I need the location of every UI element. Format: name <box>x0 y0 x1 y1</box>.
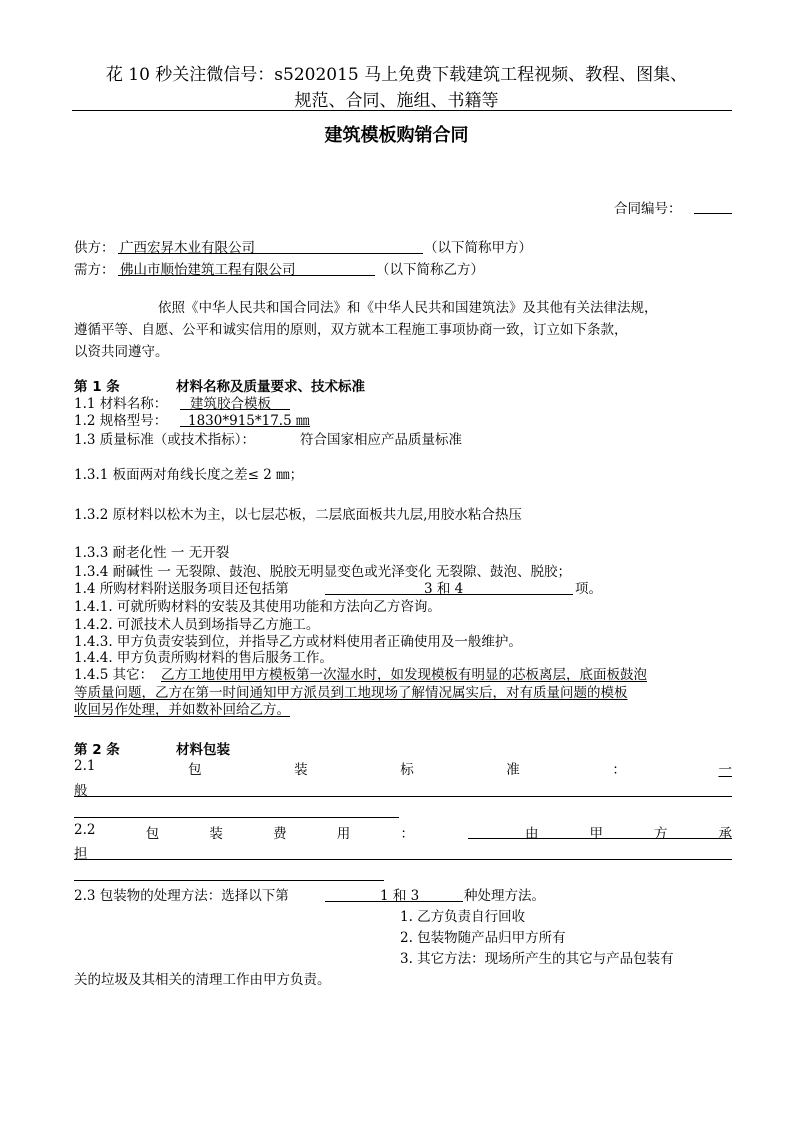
article-1-heading: 材料名称及质量要求、技术标准 <box>176 379 365 395</box>
packaging-fee-underline-2 <box>74 859 732 860</box>
packaging-fee-char: 装 <box>209 826 223 842</box>
handling-option-3: 3. 其它方法：现场所产生的其它与产品包装有 <box>400 951 674 967</box>
supplier-name: 广西宏昇木业有限公司 <box>120 240 255 256</box>
supplier-underline <box>118 253 423 254</box>
packaging-fee-prefix: 2.2 <box>74 822 96 838</box>
packaging-fee-char: 费 <box>273 826 287 842</box>
contract-number-label: 合同编号： <box>614 201 682 217</box>
item-1-4-5-line-2: 等质量问题，乙方在第一时间通知甲方派员到工地现场了解情况属实后，对有质量问题的模板 <box>74 685 628 701</box>
item-1-4-4: 1.4.4. 甲方负责所购材料的售后服务工作。 <box>74 650 333 666</box>
packaging-fee-value-char: 甲 <box>589 826 603 842</box>
packaging-standard-row <box>74 758 732 778</box>
packaging-standard-value-wrap: 般 <box>74 783 88 799</box>
buyer-note: （以下简称乙方） <box>376 262 484 278</box>
quality-label: 1.3 质量标准（或技术指标）： <box>74 432 256 448</box>
packaging-fee-char: ： <box>400 826 414 842</box>
handling-option-3-wrap: 关的垃圾及其相关的清理工作由甲方负责。 <box>74 972 331 988</box>
packaging-handling-value: 1 和 3 <box>380 888 420 904</box>
item-1-4-5-line-1: 乙方工地使用甲方模板第一次湿水时，如发现模板有明显的芯板离层，底面板鼓泡 <box>161 667 647 683</box>
packaging-handling-suffix: 种处理方法。 <box>464 888 545 904</box>
packaging-fee-char: 用 <box>336 826 351 842</box>
packaging-fee-row <box>74 822 414 842</box>
item-1-4-2: 1.4.2. 可派技术人员到场指导乙方施工。 <box>74 617 320 633</box>
item-1-3-4: 1.3.4 耐碱性 一 无裂隙、鼓泡、脱胶无明显变色或光泽变化 无裂隙、鼓泡、脱胶； <box>74 564 572 580</box>
packaging-standard-char: 包 <box>188 762 202 778</box>
supplier-note: （以下简称甲方） <box>424 240 532 256</box>
buyer-label: 需方： <box>74 262 115 278</box>
supplier-label: 供方： <box>74 240 115 256</box>
spec-label: 1.2 规格型号： <box>74 413 168 429</box>
preamble-line-1: 依照《中华人民共和国合同法》和《中华人民共和国建筑法》及其他有关法律法规， <box>158 300 658 316</box>
item-1-4-3: 1.4.3. 甲方负责安装到位，并指导乙方或材料使用者正确使用及一般维护。 <box>74 634 522 650</box>
material-name-label: 1.1 材料名称： <box>74 396 168 412</box>
packaging-fee-value-char: 方 <box>654 826 668 842</box>
packaging-standard-underline-2 <box>74 817 399 818</box>
item-1-4-5-line-3: 收回另作处理，并如数补回给乙方。 <box>74 702 290 718</box>
document-title: 建筑模板购销合同 <box>324 125 469 146</box>
item-1-3-2: 1.3.2 原材料以松木为主，以七层芯板，二层底面板共九层,用胶水粘合热压 <box>74 507 522 523</box>
packaging-fee-value-row <box>525 822 732 842</box>
quality-value: 符合国家相应产品质量标准 <box>300 432 462 448</box>
packaging-fee-value-wrap: 担 <box>74 846 88 862</box>
buyer-name: 佛山市顺怡建筑工程有限公司 <box>120 262 296 278</box>
item-1-4-1: 1.4.1. 可就所购材料的安装及其使用功能和方法向乙方咨询。 <box>74 599 441 615</box>
packaging-handling-underline <box>325 901 463 902</box>
header-line-2: 规范、合同、施组、书籍等 <box>294 91 499 111</box>
header-divider <box>72 110 732 111</box>
item-1-3-3: 1.3.3 耐老化性 一 无开裂 <box>74 545 230 561</box>
item-1-3-1: 1.3.1 板面两对角线长度之差≤ 2 ㎜； <box>74 467 304 483</box>
packaging-fee-underline-3 <box>74 880 384 881</box>
packaging-fee-value-char: 承 <box>718 826 732 842</box>
handling-option-2: 2. 包装物随产品归甲方所有 <box>400 930 566 946</box>
packaging-standard-char: 准 <box>506 762 520 778</box>
packaging-fee-underline <box>468 838 732 839</box>
spec-underline <box>180 426 310 427</box>
contract-number-blank <box>694 213 732 214</box>
packaging-standard-char: 装 <box>294 762 308 778</box>
header-line-1: 花 10 秒关注微信号：s5202015 马上免费下载建筑工程视频、教程、图集、 <box>105 65 688 85</box>
packaging-standard-value: 一 <box>718 762 732 778</box>
item-1-4-value: 3 和 4 <box>424 581 464 597</box>
packaging-standard-prefix: 2.1 <box>74 758 96 774</box>
packaging-fee-value-char: 由 <box>525 826 539 842</box>
preamble-line-2: 遵循平等、自愿、公平和诚实信用的原则，双方就本工程施工事项协商一致，订立如下条款， <box>74 322 628 338</box>
packaging-standard-char: ： <box>612 762 626 778</box>
material-name-value: 建筑胶合模板 <box>190 396 271 412</box>
buyer-underline <box>118 275 375 276</box>
packaging-standard-char: 标 <box>400 762 414 778</box>
packaging-fee-char: 包 <box>145 826 160 842</box>
article-2-number: 第 2 条 <box>74 742 120 758</box>
handling-option-1: 1. 乙方负责自行回收 <box>400 909 526 925</box>
item-1-4-suffix: 项。 <box>575 581 602 597</box>
article-2-heading: 材料包装 <box>176 742 230 758</box>
item-1-4-5-prefix: 1.4.5 其它： <box>74 667 154 683</box>
item-1-4-prefix: 1.4 所购材料附送服务项目还包括第 <box>74 581 289 597</box>
spec-value: 1830*915*17.5 ㎜ <box>188 413 310 429</box>
packaging-standard-underline <box>74 796 732 797</box>
article-1-number: 第 1 条 <box>74 379 120 395</box>
preamble-line-3: 以资共同遵守。 <box>74 344 169 360</box>
packaging-handling-prefix: 2.3 包装物的处理方法：选择以下第 <box>74 888 289 904</box>
